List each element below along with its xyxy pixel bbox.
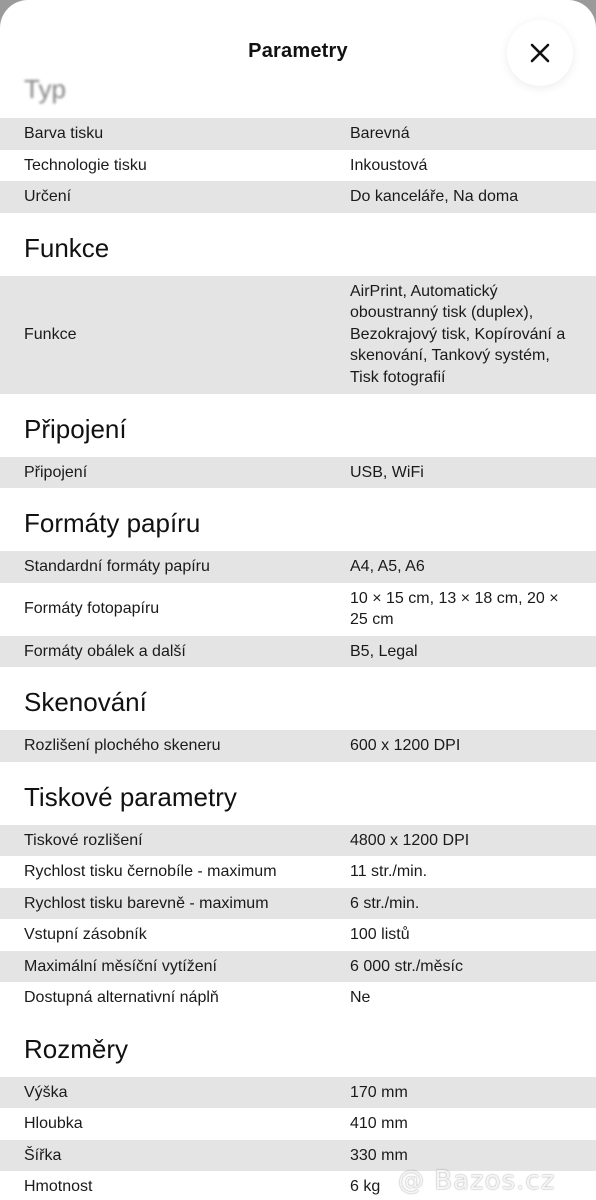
param-label: Rychlost tisku barevně - maximum	[24, 894, 269, 912]
param-row	[0, 982, 596, 1014]
param-row	[0, 1108, 596, 1140]
close-icon	[528, 41, 552, 65]
param-label: Dostupná alternativní náplň	[24, 989, 219, 1006]
param-value: Barevná	[350, 125, 410, 142]
faded-section-title: Typ	[24, 74, 66, 104]
param-value: 410 mm	[350, 1115, 408, 1132]
param-label: Formáty fotopapíru	[24, 600, 160, 618]
param-row	[0, 118, 596, 150]
param-label: Vstupní zásobník	[24, 926, 147, 943]
param-row	[0, 825, 596, 857]
param-label: Formáty obálek a další	[24, 642, 186, 660]
param-row	[0, 457, 596, 489]
param-value: A4, A5, A6	[350, 558, 425, 575]
param-value: Ne	[350, 989, 371, 1006]
param-value: Inkoustová	[350, 156, 428, 174]
param-label: Výška	[24, 1083, 68, 1101]
param-value: 6 000 str./měsíc	[350, 957, 463, 975]
section-title-pripojeni: Připojení	[24, 413, 127, 444]
parameters-list	[0, 118, 596, 1200]
param-label: Hmotnost	[24, 1178, 93, 1195]
param-row	[0, 181, 596, 213]
param-row	[0, 730, 596, 762]
param-label: Určení	[24, 188, 72, 205]
section-title-funkce: Funkce	[24, 232, 110, 263]
param-label: Tiskové rozlišení	[24, 831, 143, 849]
param-label: Šířka	[24, 1146, 62, 1164]
param-value: 330 mm	[350, 1146, 408, 1164]
param-value: 170 mm	[350, 1083, 408, 1101]
param-label: Hloubka	[24, 1115, 83, 1132]
param-row	[0, 919, 596, 951]
param-value: 4800 x 1200 DPI	[350, 831, 470, 849]
bazos-watermark: @ Bazos.cz	[398, 1166, 556, 1196]
close-button[interactable]	[507, 20, 573, 86]
param-row	[0, 856, 596, 888]
param-row	[0, 583, 596, 636]
param-value: 600 x 1200 DPI	[350, 737, 461, 754]
param-row	[0, 276, 596, 394]
param-value: 6 kg	[350, 1178, 381, 1195]
param-row	[0, 150, 596, 182]
param-label: Připojení	[24, 463, 88, 481]
section-title-formaty: Formáty papíru	[24, 508, 201, 538]
section-title-tiskove: Tiskové parametry	[24, 781, 237, 812]
param-row	[0, 888, 596, 920]
param-label: Funkce	[24, 325, 77, 343]
param-row	[0, 1077, 596, 1109]
sheet-header	[0, 0, 596, 104]
param-label: Rychlost tisku černobíle - maximum	[24, 863, 277, 880]
param-value: USB, WiFi	[350, 463, 424, 481]
param-value: 10 × 15 cm, 13 × 18 cm, 20 × 25 cm	[350, 589, 559, 628]
param-value: 11 str./min.	[350, 863, 428, 880]
param-label: Rozlišení plochého skeneru	[24, 737, 221, 754]
param-label: Maximální měsíční vytížení	[24, 957, 217, 975]
param-row	[0, 951, 596, 983]
section-title-rozmery: Rozměry	[24, 1033, 129, 1064]
section-title-skenovani: Skenování	[24, 687, 147, 717]
param-row	[0, 636, 596, 668]
sheet-title: Parametry	[248, 40, 348, 62]
param-value: B5, Legal	[350, 642, 418, 660]
param-label: Barva tisku	[24, 125, 104, 142]
param-label: Technologie tisku	[24, 156, 147, 174]
param-value: 6 str./min.	[350, 894, 420, 912]
param-row	[0, 551, 596, 583]
param-value: Do kanceláře, Na doma	[350, 188, 519, 205]
param-value: AirPrint, Automatický oboustranný tisk (duplex), Bezokrajový tisk, Kopírování a skenování, Tankový systém, Tisk fotografií	[350, 282, 566, 386]
param-value: 100 listů	[350, 926, 410, 943]
param-label: Standardní formáty papíru	[24, 558, 210, 575]
